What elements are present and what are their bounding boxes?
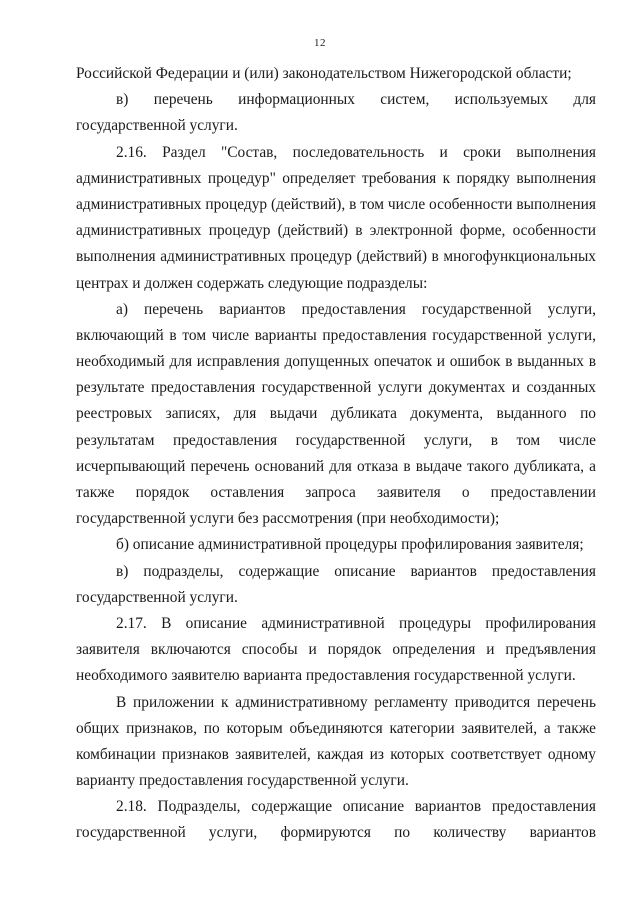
- text-line: результатам предоставления государственной услуги, в том числе: [76, 431, 596, 449]
- text-line: также порядок оставления запроса заявителя о предоставлении: [76, 484, 596, 501]
- text-line: административных процедур (действий) в электронной форме, особенности: [76, 222, 596, 240]
- text-line: а) перечень вариантов предоставления государственной услуги,: [116, 300, 596, 318]
- text-line: административных процедур" определяет требования к порядку выполнения: [76, 169, 596, 187]
- document-body: [76, 61, 596, 847]
- text-line: исчерпывающий перечень оснований для отказа в выдаче такого дубликата, а: [76, 457, 596, 475]
- text-line: необходимого заявителю варианта предоставления государственной услуги.: [76, 667, 576, 685]
- text-line: в) перечень информационных систем, используемых для: [116, 91, 596, 109]
- text-line: в) подразделы, содержащие описание вариантов предоставления: [116, 562, 596, 580]
- text-line: результате предоставления государственной услуги документах и созданных: [76, 379, 596, 397]
- text-line: государственной услуги.: [76, 588, 238, 606]
- text-line: включающий в том числе варианты предоставления государственной услуги,: [76, 326, 596, 344]
- text-line: заявителя включаются способы и порядок определения и предъявления: [76, 641, 596, 659]
- text-line: 2.17. В описание административной процедуры профилирования: [116, 614, 596, 632]
- page-number: 12: [314, 37, 326, 49]
- text-line: административных процедур (действий), в том числе особенности выполнения: [76, 195, 596, 213]
- text-line: выполнения административных процедур (действий) в многофункциональных: [76, 248, 596, 266]
- text-line: б) описание административной процедуры профилирования заявителя;: [116, 536, 584, 554]
- text-line: комбинации признаков заявителей, каждая из которых соответствует одному: [76, 745, 596, 763]
- text-line: государственной услуги без рассмотрения (при необходимости);: [76, 510, 500, 528]
- text-line: 2.18. Подразделы, содержащие описание вариантов предоставления: [116, 798, 596, 816]
- text-line: варианту предоставления государственной услуги.: [76, 772, 409, 790]
- text-line: В приложении к административному регламенту приводится перечень: [116, 693, 596, 711]
- text-line: центрах и должен содержать следующие подразделы:: [76, 274, 428, 292]
- text-line: реестровых записях, для выдачи дубликата документа, выданного по: [76, 405, 596, 423]
- text-line: 2.16. Раздел "Состав, последовательность и сроки выполнения: [116, 143, 596, 161]
- text-line: государственной услуги, формируются по количеству вариантов: [76, 824, 596, 842]
- text-line: Российской Федерации и (или) законодательством Нижегородской области;: [76, 65, 572, 82]
- text-line: государственной услуги.: [76, 117, 238, 135]
- text-line: общих признаков, по которым объединяются категории заявителей, а также: [76, 719, 596, 737]
- text-line: необходимый для исправления допущенных опечаток и ошибок в выданных в: [76, 353, 596, 371]
